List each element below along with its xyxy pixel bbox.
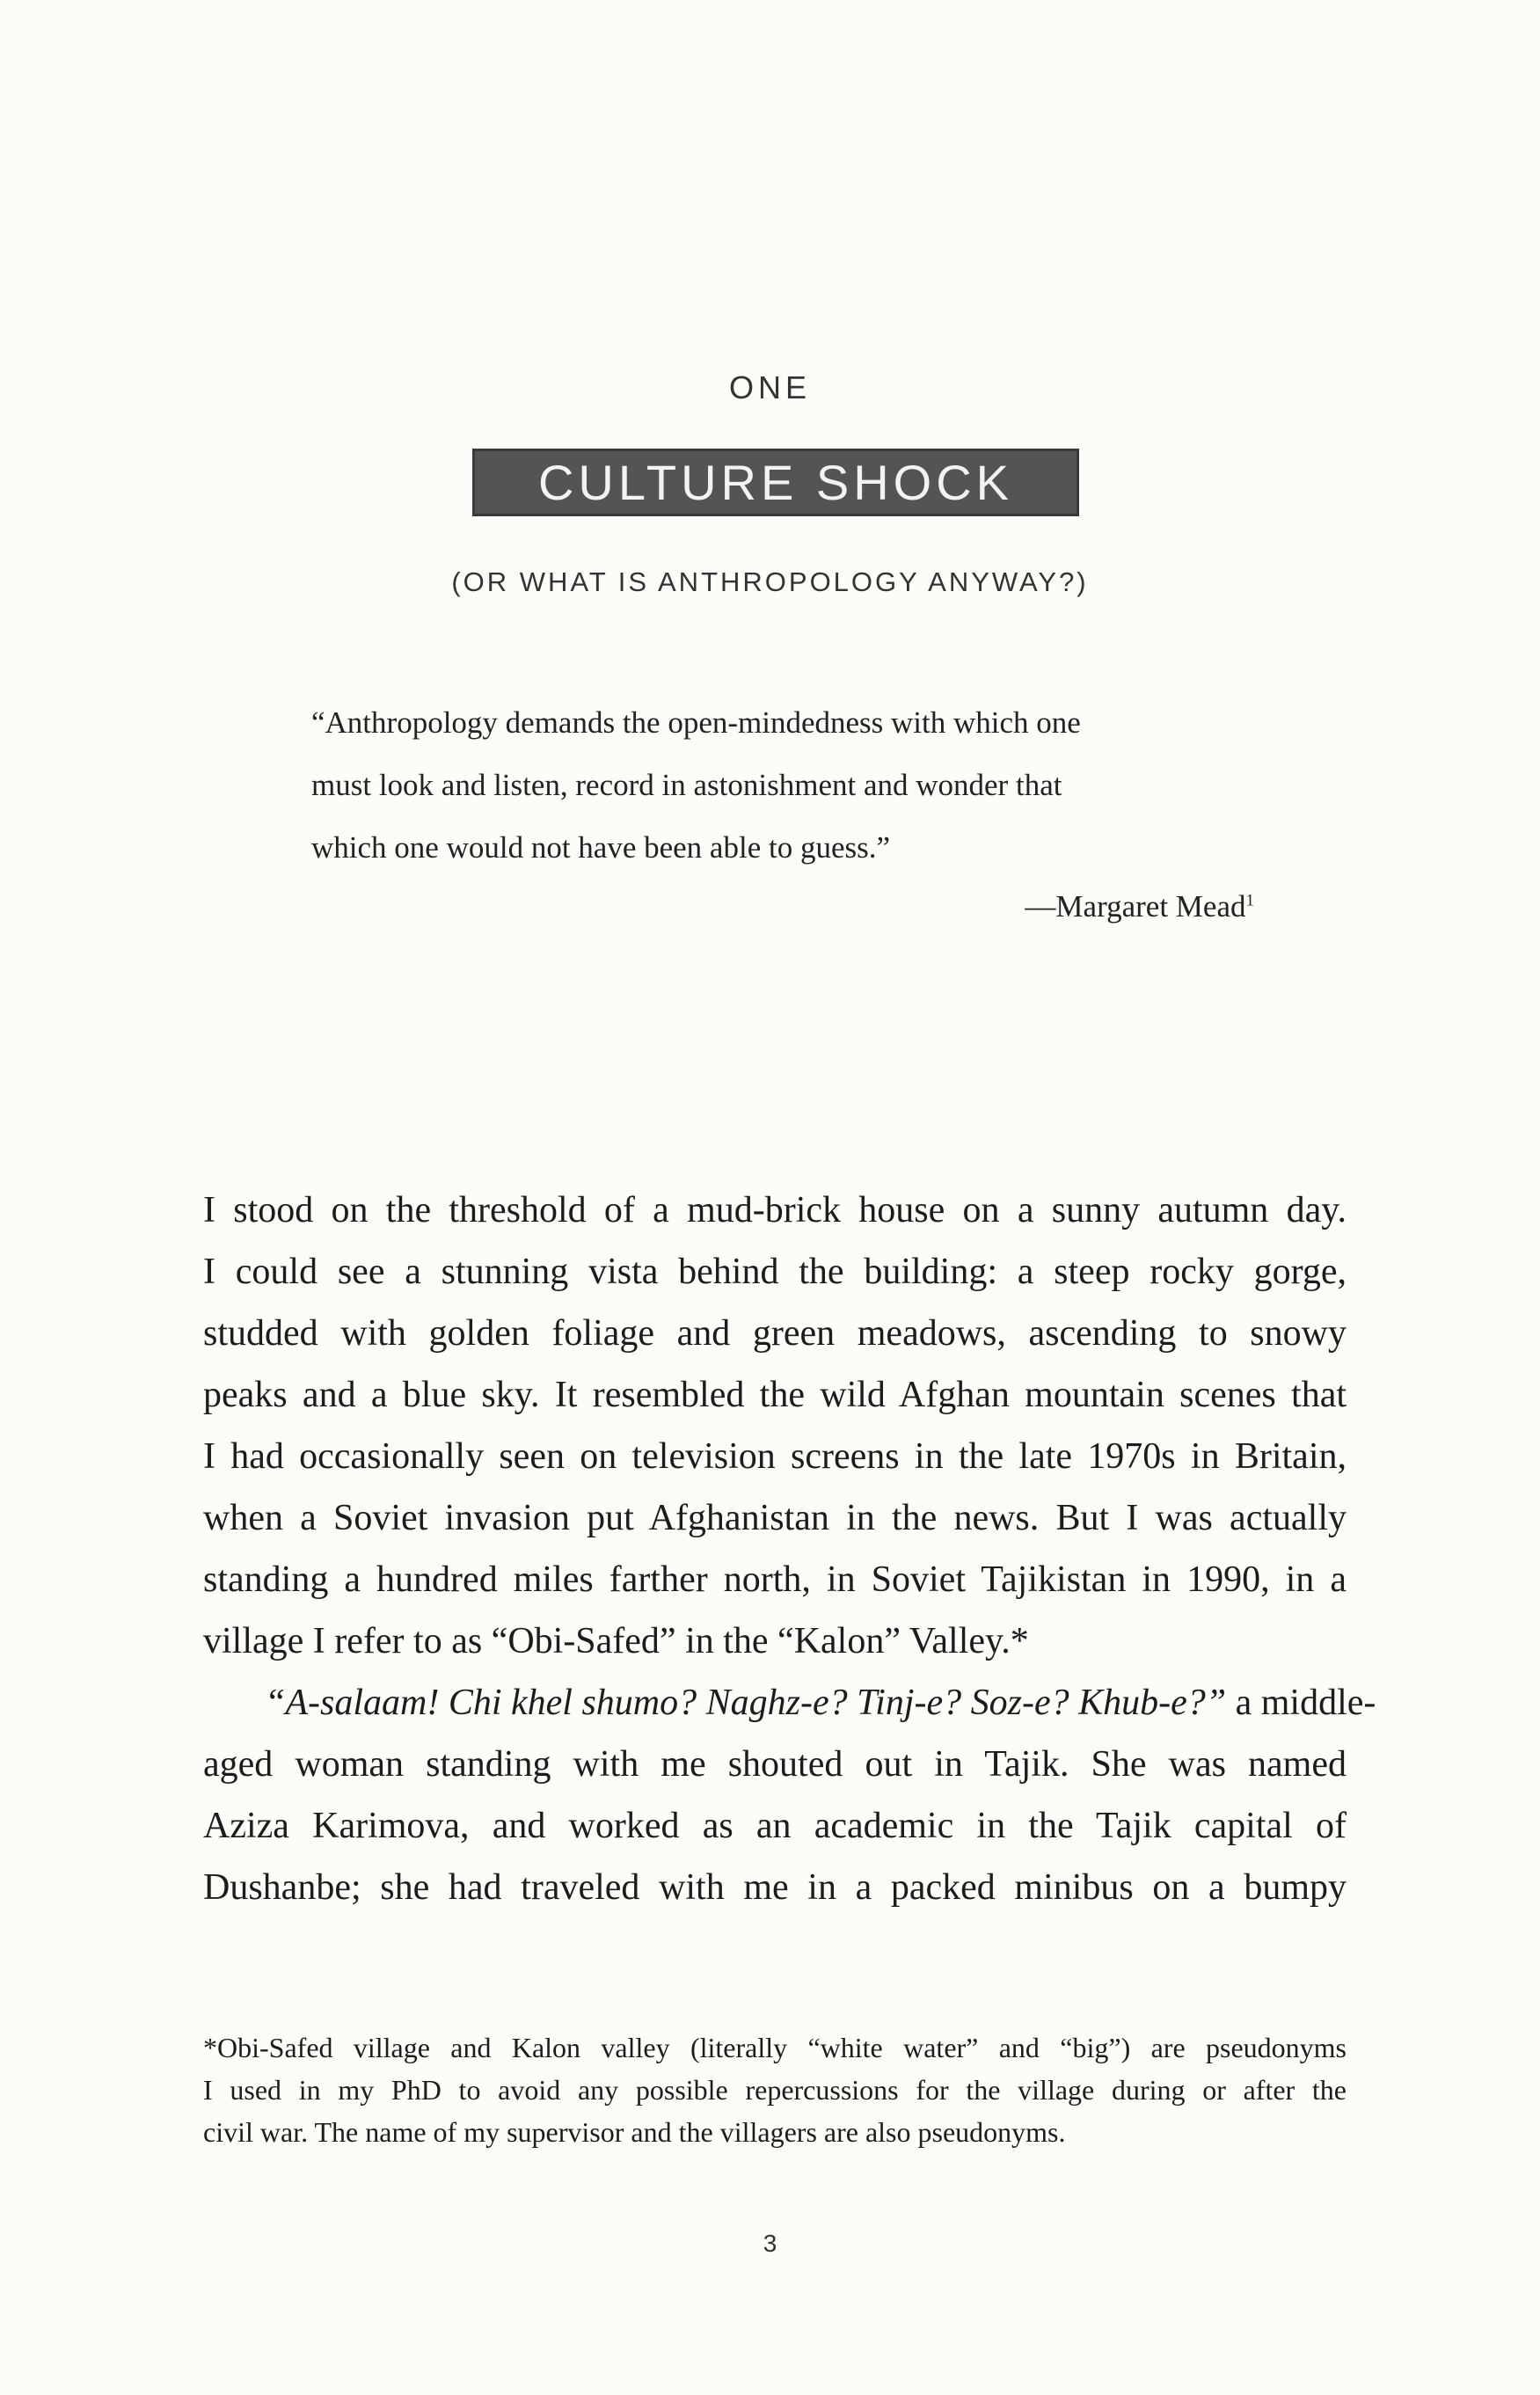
- body-line: when a Soviet invasion put Afghanistan in the news. But I was actually: [203, 1498, 1347, 1538]
- epigraph-line: “Anthropology demands the open-mindedness with which one: [311, 705, 1081, 740]
- footnote-line: *Obi-Safed village and Kalon valley (literally “white water” and “big”) are pseudonyms: [203, 2032, 1347, 2063]
- chapter-subtitle: (OR WHAT IS ANTHROPOLOGY ANYWAY?): [451, 566, 1089, 597]
- body-line-continuation: a middle-: [1226, 1683, 1376, 1723]
- body-line: Dushanbe; she had traveled with me in a packed minibus on a bumpy: [203, 1867, 1347, 1908]
- epigraph-line: which one would not have been able to guess.”: [311, 830, 891, 865]
- body-line: peaks and a blue sky. It resembled the wild Afghan mountain scenes that: [203, 1375, 1347, 1415]
- body-line: I stood on the threshold of a mud-brick house on a sunny autumn day.: [203, 1190, 1347, 1230]
- body-line: standing a hundred miles farther north, in Soviet Tajikistan in 1990, in a: [203, 1559, 1347, 1600]
- epigraph-quote: [311, 691, 1244, 879]
- body-line: I could see a stunning vista behind the building: a steep rocky gorge,: [203, 1252, 1347, 1292]
- epigraph-line: must look and listen, record in astonishment and wonder that: [311, 768, 1062, 802]
- chapter-title-banner: [472, 449, 1079, 516]
- body-line: studded with golden foliage and green meadows, ascending to snowy: [203, 1313, 1347, 1354]
- epigraph-attribution: [1025, 885, 1254, 929]
- page-number: 3: [763, 2230, 777, 2257]
- chapter-number: ONE: [728, 369, 811, 405]
- body-line: Aziza Karimova, and worked as an academic in the Tajik capital of: [203, 1806, 1347, 1846]
- attribution-name: —Margaret Mead: [1025, 889, 1246, 924]
- body-line: village I refer to as “Obi-Safed” in the “Kalon” Valley.*: [203, 1621, 1029, 1661]
- endnote-reference[interactable]: 1: [1245, 891, 1254, 910]
- footnote: [203, 2026, 1347, 2153]
- footnote-line: I used in my PhD to avoid any possible repercussions for the village during or after the: [203, 2074, 1347, 2106]
- body-text: [203, 1179, 1376, 1918]
- tajik-greeting: “A-salaam! Chi khel shumo? Naghz-e? Tinj-e? Soz-e? Khub-e?”: [265, 1683, 1227, 1723]
- body-line: aged woman standing with me shouted out in Tajik. She was named: [203, 1744, 1347, 1785]
- chapter-title: CULTURE SHOCK: [537, 454, 1013, 510]
- body-line: I had occasionally seen on television screens in the late 1970s in Britain,: [203, 1436, 1347, 1477]
- body-line-dialogue: [203, 1672, 1376, 1734]
- footnote-line: civil war. The name of my supervisor and the villagers are also pseudonyms.: [203, 2116, 1066, 2148]
